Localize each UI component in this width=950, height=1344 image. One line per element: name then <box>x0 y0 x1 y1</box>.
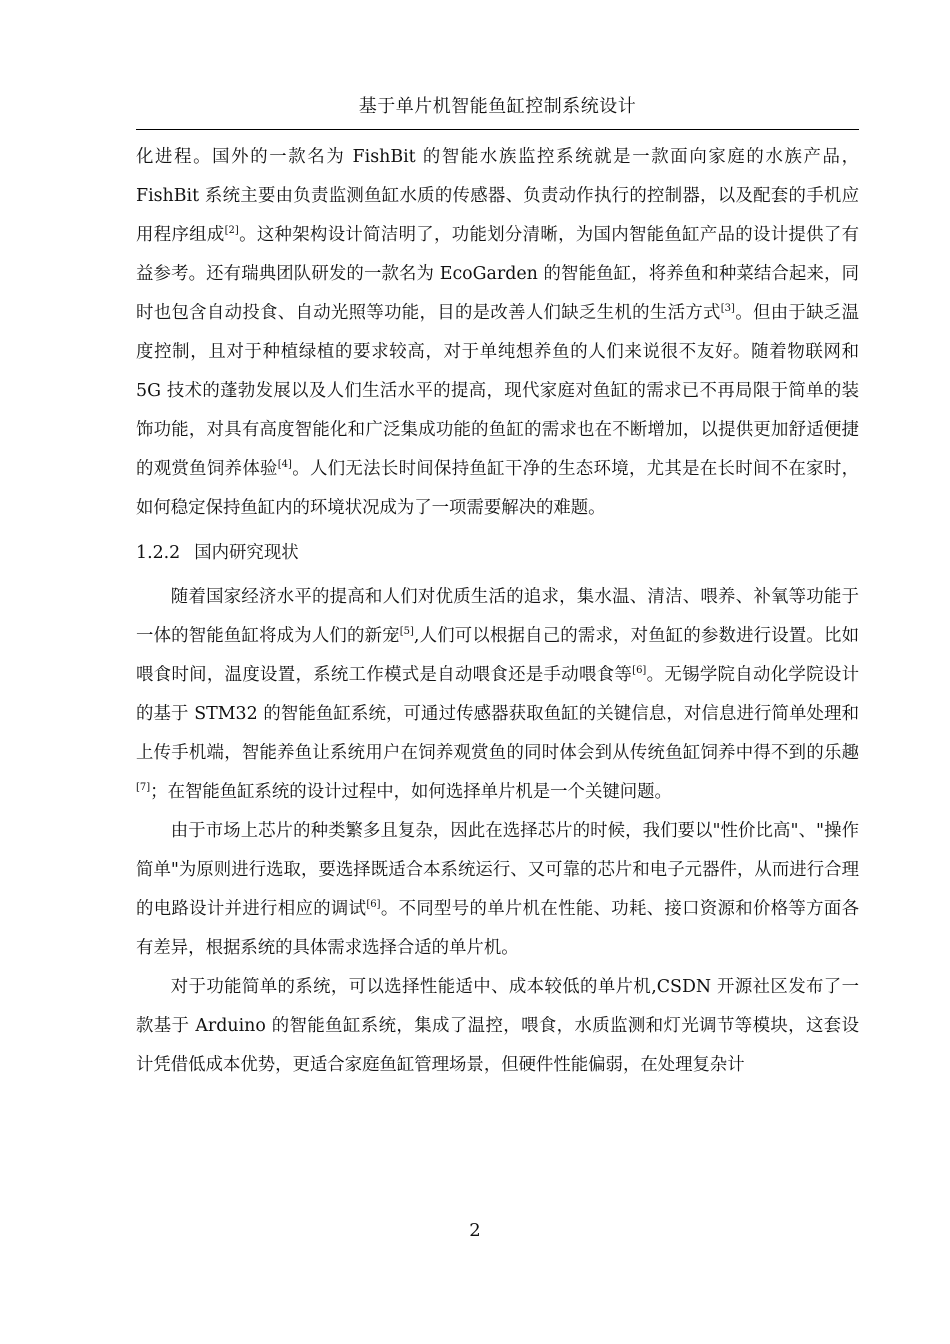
text-run: ；在智能鱼缸系统的设计过程中，如何选择单片机是一个关键问题。 <box>150 782 672 802</box>
paragraph-fishbit <box>136 138 859 528</box>
section-number: 1.2.2 <box>136 543 181 563</box>
text-run: 化进程。国外的一款名为 FishBit 的智能水族监控系统就是一款面向家庭的水族产品，FishBit 系统主要由负责监测鱼缸水质的传感器、负责动作执行的控制器，以及配套的手机应用程序组成 <box>136 147 859 245</box>
text-run: 由于市场上芯片的种类繁多且复杂，因此在选择芯片的时候，我们要以"性价比高"、"操作简单"为原则进行选取，要选择既适合本系统运行、又可靠的芯片和电子元器件，从而进行合理的电路设计并进行相应的调试 <box>136 821 859 919</box>
citation-ref: [7] <box>136 782 151 794</box>
citation-ref: [5] <box>399 626 414 638</box>
text-run: 。这种架构设计简洁明了，功能划分清晰，为国内智能鱼缸产品的设计提供了有益参考。还有瑞典团队研发的一款名为 EcoGarden 的智能鱼缸，将养鱼和种菜结合起来，同时也包含自动投食、自动光照等功能，目的是改善人们缺乏生机的生活方式 <box>136 225 859 323</box>
text-run: 。人们无法长时间保持鱼缸干净的生态环境，尤其是在长时间不在家时，如何稳定保持鱼缸内的环境状况成为了一项需要解决的难题。 <box>136 459 859 518</box>
paragraph-domestic-demand <box>136 578 859 812</box>
paragraph-chip-selection <box>136 812 859 968</box>
citation-ref: [6] <box>632 665 647 677</box>
text-run: 对于功能简单的系统，可以选择性能适中、成本较低的单片机,CSDN 开源社区发布了一款基于 Arduino 的智能鱼缸系统，集成了温控，喂食，水质监测和灯光调节等模块，这套设计凭借低成本优势，更适合家庭鱼缸管理场景，但硬件性能偏弱，在处理复杂计 <box>136 977 859 1075</box>
citation-ref: [2] <box>224 225 239 237</box>
text-run: 。无锡学院自动化学院设计的基于 STM32 的智能鱼缸系统，可通过传感器获取鱼缸的关键信息，对信息进行简单处理和上传手机端，智能养鱼让系统用户在饲养观赏鱼的同时体会到从传统鱼缸饲养中得不到的乐趣 <box>136 665 859 763</box>
citation-ref: [6] <box>366 899 381 911</box>
page-number: 2 <box>469 1220 481 1241</box>
citation-ref: [4] <box>277 459 292 471</box>
header-rule <box>136 129 859 130</box>
text-run: 。但由于缺乏温度控制，且对于种植绿植的要求较高，对于单纯想养鱼的人们来说很不友好。随着物联网和 5G 技术的蓬勃发展以及人们生活水平的提高，现代家庭对鱼缸的需求已不再局限于简单的装饰功能，对具有高度智能化和广泛集成功能的鱼缸的需求也在不断增加，以提供更加舒适便捷的观赏鱼饲养体验 <box>136 303 859 479</box>
text-run: 随着国家经济水平的提高和人们对优质生活的追求，集水温、清洁、喂养、补氧等功能于一体的智能鱼缸将成为人们的新宠 <box>136 587 859 646</box>
text-run: 。不同型号的单片机在性能、功耗、接口资源和价格等方面各有差异，根据系统的具体需求选择合适的单片机。 <box>136 899 859 958</box>
paragraph-arduino-system <box>136 968 859 1085</box>
section-title: 国内研究现状 <box>194 543 299 563</box>
section-heading <box>136 534 859 572</box>
citation-ref: [3] <box>720 303 735 315</box>
text-run: ,人们可以根据自己的需求，对鱼缸的参数进行设置。比如喂食时间，温度设置，系统工作模式是自动喂食还是手动喂食等 <box>136 626 859 685</box>
body-text <box>136 138 859 1085</box>
running-header-title: 基于单片机智能鱼缸控制系统设计 <box>358 96 637 117</box>
